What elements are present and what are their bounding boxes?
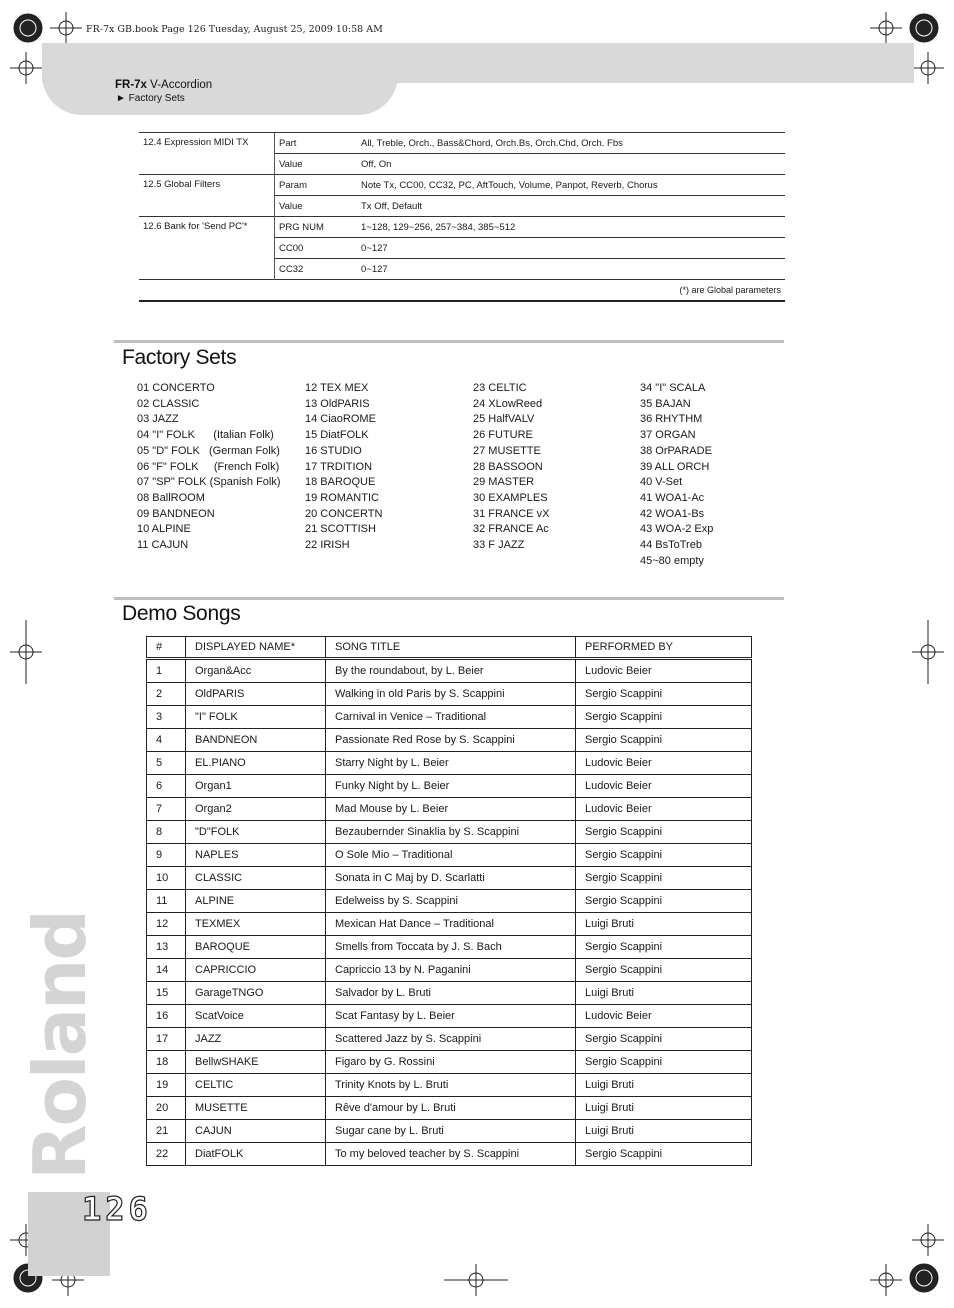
song-number: 15 bbox=[147, 982, 186, 1005]
song-displayed-name: DiatFOLK bbox=[186, 1143, 326, 1166]
song-title: Edelweiss by S. Scappini bbox=[326, 890, 576, 913]
factory-set-item: 22 IRISH bbox=[305, 539, 350, 552]
factory-set-item: 30 EXAMPLES bbox=[473, 491, 548, 504]
parameter-name: CC00 bbox=[275, 238, 358, 259]
factory-set-item: 41 WOA1-Ac bbox=[640, 491, 705, 504]
song-displayed-name: EL.PIANO bbox=[186, 752, 326, 775]
song-displayed-name: OldPARIS bbox=[186, 683, 326, 706]
parameter-values: Note Tx, CC00, CC32, PC, AftTouch, Volume, Panpot, Reverb, Chorus bbox=[357, 175, 785, 196]
song-performer: Sergio Scappini bbox=[576, 890, 752, 913]
parameter-values: Off, On bbox=[357, 154, 785, 175]
song-number: 6 bbox=[147, 775, 186, 798]
song-title: Funky Night by L. Beier bbox=[326, 775, 576, 798]
table-row bbox=[147, 683, 752, 706]
factory-set-item: 26 FUTURE bbox=[473, 429, 533, 442]
page-number: 126 bbox=[82, 1190, 152, 1228]
song-number: 4 bbox=[147, 729, 186, 752]
song-title: Passionate Red Rose by S. Scappini bbox=[326, 729, 576, 752]
parameter-name: Part bbox=[275, 133, 358, 154]
factory-set-item: 42 WOA1-Bs bbox=[640, 507, 705, 520]
product-name: V-Accordion bbox=[150, 79, 213, 91]
header-performed-by: PERFORMED BY bbox=[576, 637, 752, 659]
registration-mark-mid-left bbox=[10, 620, 42, 684]
parameter-values: 1~128, 129~256, 257~384, 385~512 bbox=[357, 217, 785, 238]
song-displayed-name: JAZZ bbox=[186, 1028, 326, 1051]
parameter-values: 0~127 bbox=[357, 259, 785, 280]
header-displayed-name: DISPLAYED NAME* bbox=[186, 637, 326, 659]
registration-mark-mid-right bbox=[912, 620, 944, 684]
factory-set-item: 11 CAJUN bbox=[137, 539, 189, 552]
song-performer: Ludovic Beier bbox=[576, 1005, 752, 1028]
song-displayed-name: TEXMEX bbox=[186, 913, 326, 936]
table-row bbox=[147, 936, 752, 959]
parameter-row bbox=[139, 175, 785, 196]
factory-set-item: 33 F JAZZ bbox=[473, 539, 525, 552]
song-title: Scat Fantasy by L. Beier bbox=[326, 1005, 576, 1028]
factory-set-item: 21 SCOTTISH bbox=[305, 523, 376, 536]
song-displayed-name: GarageTNGO bbox=[186, 982, 326, 1005]
song-number: 7 bbox=[147, 798, 186, 821]
song-displayed-name: "D"FOLK bbox=[186, 821, 326, 844]
model-name: FR-7x bbox=[115, 79, 147, 91]
song-number: 1 bbox=[147, 659, 186, 683]
factory-set-item: 09 BANDNEON bbox=[137, 507, 215, 520]
table-row bbox=[147, 1028, 752, 1051]
factory-set-item: 36 RHYTHM bbox=[640, 413, 703, 426]
table-row bbox=[147, 729, 752, 752]
song-performer: Ludovic Beier bbox=[576, 775, 752, 798]
factory-set-item: 01 CONCERTO bbox=[137, 382, 215, 394]
demo-table-header-row bbox=[147, 637, 752, 659]
registration-mark-bottom bbox=[10, 1224, 944, 1296]
song-title: Scattered Jazz by S. Scappini bbox=[326, 1028, 576, 1051]
factory-set-item: 27 MUSETTE bbox=[473, 444, 541, 457]
table-row bbox=[147, 752, 752, 775]
song-number: 8 bbox=[147, 821, 186, 844]
song-performer: Sergio Scappini bbox=[576, 1143, 752, 1166]
song-displayed-name: "I" FOLK bbox=[186, 706, 326, 729]
song-title: Walking in old Paris by S. Scappini bbox=[326, 683, 576, 706]
factory-set-item: 38 OrPARADE bbox=[640, 444, 712, 457]
parameter-table bbox=[139, 132, 785, 302]
song-number: 19 bbox=[147, 1074, 186, 1097]
factory-set-item: 02 CLASSIC bbox=[137, 397, 200, 410]
parameter-name: Param bbox=[275, 175, 358, 196]
song-title: Trinity Knots by L. Bruti bbox=[326, 1074, 576, 1097]
song-number: 20 bbox=[147, 1097, 186, 1120]
song-title: Mexican Hat Dance – Traditional bbox=[326, 913, 576, 936]
song-displayed-name: CELTIC bbox=[186, 1074, 326, 1097]
table-row bbox=[147, 867, 752, 890]
song-performer: Sergio Scappini bbox=[576, 867, 752, 890]
header-tab bbox=[42, 43, 398, 115]
parameter-name: PRG NUM bbox=[275, 217, 358, 238]
song-title: Starry Night by L. Beier bbox=[326, 752, 576, 775]
factory-set-item: 15 DiatFOLK bbox=[305, 429, 369, 442]
song-displayed-name: BellwSHAKE bbox=[186, 1051, 326, 1074]
song-performer: Sergio Scappini bbox=[576, 936, 752, 959]
song-performer: Ludovic Beier bbox=[576, 798, 752, 821]
table-row bbox=[147, 982, 752, 1005]
print-info: FR-7x GB.book Page 126 Tuesday, August 25, 2009 10:58 AM bbox=[86, 24, 383, 35]
parameter-group-name: 12.5 Global Filters bbox=[139, 175, 275, 217]
factory-set-item: 14 CiaoROME bbox=[305, 413, 376, 426]
factory-set-item: 40 V-Set bbox=[640, 476, 683, 489]
global-parameters-footnote: (*) are Global parameters bbox=[139, 280, 785, 302]
factory-set-item: 24 XLowReed bbox=[473, 397, 543, 410]
song-title: Salvador by L. Bruti bbox=[326, 982, 576, 1005]
factory-set-item: 10 ALPINE bbox=[137, 523, 191, 536]
song-title: Smells from Toccata by J. S. Bach bbox=[326, 936, 576, 959]
factory-set-item: 20 CONCERTN bbox=[305, 507, 383, 520]
parameter-row bbox=[139, 133, 785, 154]
table-row bbox=[147, 1074, 752, 1097]
factory-set-item: 32 FRANCE Ac bbox=[473, 523, 549, 536]
factory-set-item: 08 BallROOM bbox=[137, 491, 205, 504]
factory-set-item: 04 "I" FOLK (Italian Folk) bbox=[137, 429, 274, 442]
song-title: Sugar cane by L. Bruti bbox=[326, 1120, 576, 1143]
song-title: Figaro by G. Rossini bbox=[326, 1051, 576, 1074]
table-row bbox=[147, 659, 752, 683]
song-displayed-name: Organ&Acc bbox=[186, 659, 326, 683]
factory-sets-column-2 bbox=[305, 381, 470, 554]
parameter-name: CC32 bbox=[275, 259, 358, 280]
factory-set-item: 35 BAJAN bbox=[640, 397, 691, 410]
parameter-group-name: 12.6 Bank for 'Send PC'* bbox=[139, 217, 275, 280]
song-number: 10 bbox=[147, 867, 186, 890]
factory-set-item: 05 "D" FOLK (German Folk) bbox=[137, 444, 280, 457]
parameter-name: Value bbox=[275, 154, 358, 175]
factory-set-item: 25 HalfVALV bbox=[473, 413, 535, 426]
song-performer: Luigi Bruti bbox=[576, 1074, 752, 1097]
song-displayed-name: BAROQUE bbox=[186, 936, 326, 959]
song-performer: Luigi Bruti bbox=[576, 913, 752, 936]
factory-set-item: 44 BsToTreb bbox=[640, 539, 702, 552]
song-number: 12 bbox=[147, 913, 186, 936]
song-number: 2 bbox=[147, 683, 186, 706]
breadcrumb: ► Factory Sets bbox=[116, 93, 185, 104]
factory-set-item: 23 CELTIC bbox=[473, 382, 527, 394]
song-displayed-name: Organ2 bbox=[186, 798, 326, 821]
table-row bbox=[147, 1051, 752, 1074]
demo-songs-rule bbox=[114, 597, 784, 600]
factory-set-item: 07 "SP" FOLK (Spanish Folk) bbox=[137, 476, 281, 489]
header-title bbox=[115, 79, 212, 91]
song-performer: Sergio Scappini bbox=[576, 821, 752, 844]
song-title: Mad Mouse by L. Beier bbox=[326, 798, 576, 821]
factory-set-item: 17 TRDITION bbox=[305, 460, 373, 473]
factory-set-item: 34 "I" SCALA bbox=[640, 382, 706, 394]
parameter-footnote-row bbox=[139, 280, 785, 302]
song-displayed-name: ScatVoice bbox=[186, 1005, 326, 1028]
song-title: Carnival in Venice – Traditional bbox=[326, 706, 576, 729]
song-title: O Sole Mio – Traditional bbox=[326, 844, 576, 867]
song-performer: Sergio Scappini bbox=[576, 706, 752, 729]
table-row bbox=[147, 1143, 752, 1166]
factory-sets-column-3 bbox=[473, 381, 638, 554]
song-performer: Sergio Scappini bbox=[576, 1051, 752, 1074]
factory-set-item: 16 STUDIO bbox=[305, 444, 362, 457]
song-performer: Sergio Scappini bbox=[576, 1028, 752, 1051]
factory-sets-column-1 bbox=[137, 381, 302, 554]
factory-set-item: 31 FRANCE vX bbox=[473, 507, 550, 520]
factory-set-item: 13 OldPARIS bbox=[305, 397, 370, 410]
table-row bbox=[147, 775, 752, 798]
factory-sets-rule bbox=[114, 340, 784, 343]
song-number: 3 bbox=[147, 706, 186, 729]
parameter-values: Tx Off, Default bbox=[357, 196, 785, 217]
song-number: 16 bbox=[147, 1005, 186, 1028]
song-number: 9 bbox=[147, 844, 186, 867]
song-title: Bezaubernder Sinaklia by S. Scappini bbox=[326, 821, 576, 844]
table-row bbox=[147, 913, 752, 936]
factory-set-item: 19 ROMANTIC bbox=[305, 491, 379, 504]
factory-set-item: 18 BAROQUE bbox=[305, 476, 376, 489]
header-number: # bbox=[147, 637, 186, 659]
table-row bbox=[147, 706, 752, 729]
parameter-name: Value bbox=[275, 196, 358, 217]
factory-set-item: 03 JAZZ bbox=[137, 413, 179, 426]
song-displayed-name: MUSETTE bbox=[186, 1097, 326, 1120]
song-number: 21 bbox=[147, 1120, 186, 1143]
song-performer: Luigi Bruti bbox=[576, 1120, 752, 1143]
song-performer: Luigi Bruti bbox=[576, 982, 752, 1005]
factory-set-item: 45~80 empty bbox=[640, 554, 704, 567]
parameter-row bbox=[139, 217, 785, 238]
table-row bbox=[147, 890, 752, 913]
song-performer: Sergio Scappini bbox=[576, 729, 752, 752]
demo-songs-title: Demo Songs bbox=[122, 602, 241, 625]
song-number: 18 bbox=[147, 1051, 186, 1074]
song-performer: Sergio Scappini bbox=[576, 844, 752, 867]
song-title: By the roundabout, by L. Beier bbox=[326, 659, 576, 683]
factory-set-item: 12 TEX MEX bbox=[305, 382, 369, 394]
factory-set-item: 37 ORGAN bbox=[640, 429, 696, 442]
table-row bbox=[147, 959, 752, 982]
song-performer: Ludovic Beier bbox=[576, 659, 752, 683]
factory-set-item: 29 MASTER bbox=[473, 476, 535, 489]
song-displayed-name: Organ1 bbox=[186, 775, 326, 798]
parameter-values: All, Treble, Orch., Bass&Chord, Orch.Bs, Orch.Chd, Orch. Fbs bbox=[357, 133, 785, 154]
song-displayed-name: NAPLES bbox=[186, 844, 326, 867]
brand-logo: Roland bbox=[18, 911, 102, 1180]
song-title: Capriccio 13 by N. Paganini bbox=[326, 959, 576, 982]
song-displayed-name: CLASSIC bbox=[186, 867, 326, 890]
factory-set-item: 28 BASSOON bbox=[473, 460, 543, 473]
song-title: Sonata in C Maj by D. Scarlatti bbox=[326, 867, 576, 890]
table-row bbox=[147, 821, 752, 844]
song-displayed-name: ALPINE bbox=[186, 890, 326, 913]
song-performer: Sergio Scappini bbox=[576, 683, 752, 706]
table-row bbox=[147, 798, 752, 821]
song-number: 22 bbox=[147, 1143, 186, 1166]
parameter-values: 0~127 bbox=[357, 238, 785, 259]
table-row bbox=[147, 1097, 752, 1120]
song-performer: Luigi Bruti bbox=[576, 1097, 752, 1120]
song-title: To my beloved teacher by S. Scappini bbox=[326, 1143, 576, 1166]
song-number: 11 bbox=[147, 890, 186, 913]
factory-sets-column-4 bbox=[640, 381, 805, 569]
song-displayed-name: BANDNEON bbox=[186, 729, 326, 752]
factory-set-item: 39 ALL ORCH bbox=[640, 460, 710, 473]
song-number: 14 bbox=[147, 959, 186, 982]
factory-set-item: 06 "F" FOLK (French Folk) bbox=[137, 460, 280, 473]
demo-songs-table bbox=[146, 636, 752, 1166]
factory-set-item: 43 WOA-2 Exp bbox=[640, 523, 714, 536]
table-row bbox=[147, 1005, 752, 1028]
header-song-title: SONG TITLE bbox=[326, 637, 576, 659]
song-number: 13 bbox=[147, 936, 186, 959]
table-row bbox=[147, 1120, 752, 1143]
parameter-group-name: 12.4 Expression MIDI TX bbox=[139, 133, 275, 175]
song-performer: Ludovic Beier bbox=[576, 752, 752, 775]
song-number: 5 bbox=[147, 752, 186, 775]
song-title: Rêve d'amour by L. Bruti bbox=[326, 1097, 576, 1120]
factory-sets-title: Factory Sets bbox=[122, 346, 237, 369]
song-number: 17 bbox=[147, 1028, 186, 1051]
song-performer: Sergio Scappini bbox=[576, 959, 752, 982]
song-displayed-name: CAJUN bbox=[186, 1120, 326, 1143]
song-displayed-name: CAPRICCIO bbox=[186, 959, 326, 982]
table-row bbox=[147, 844, 752, 867]
